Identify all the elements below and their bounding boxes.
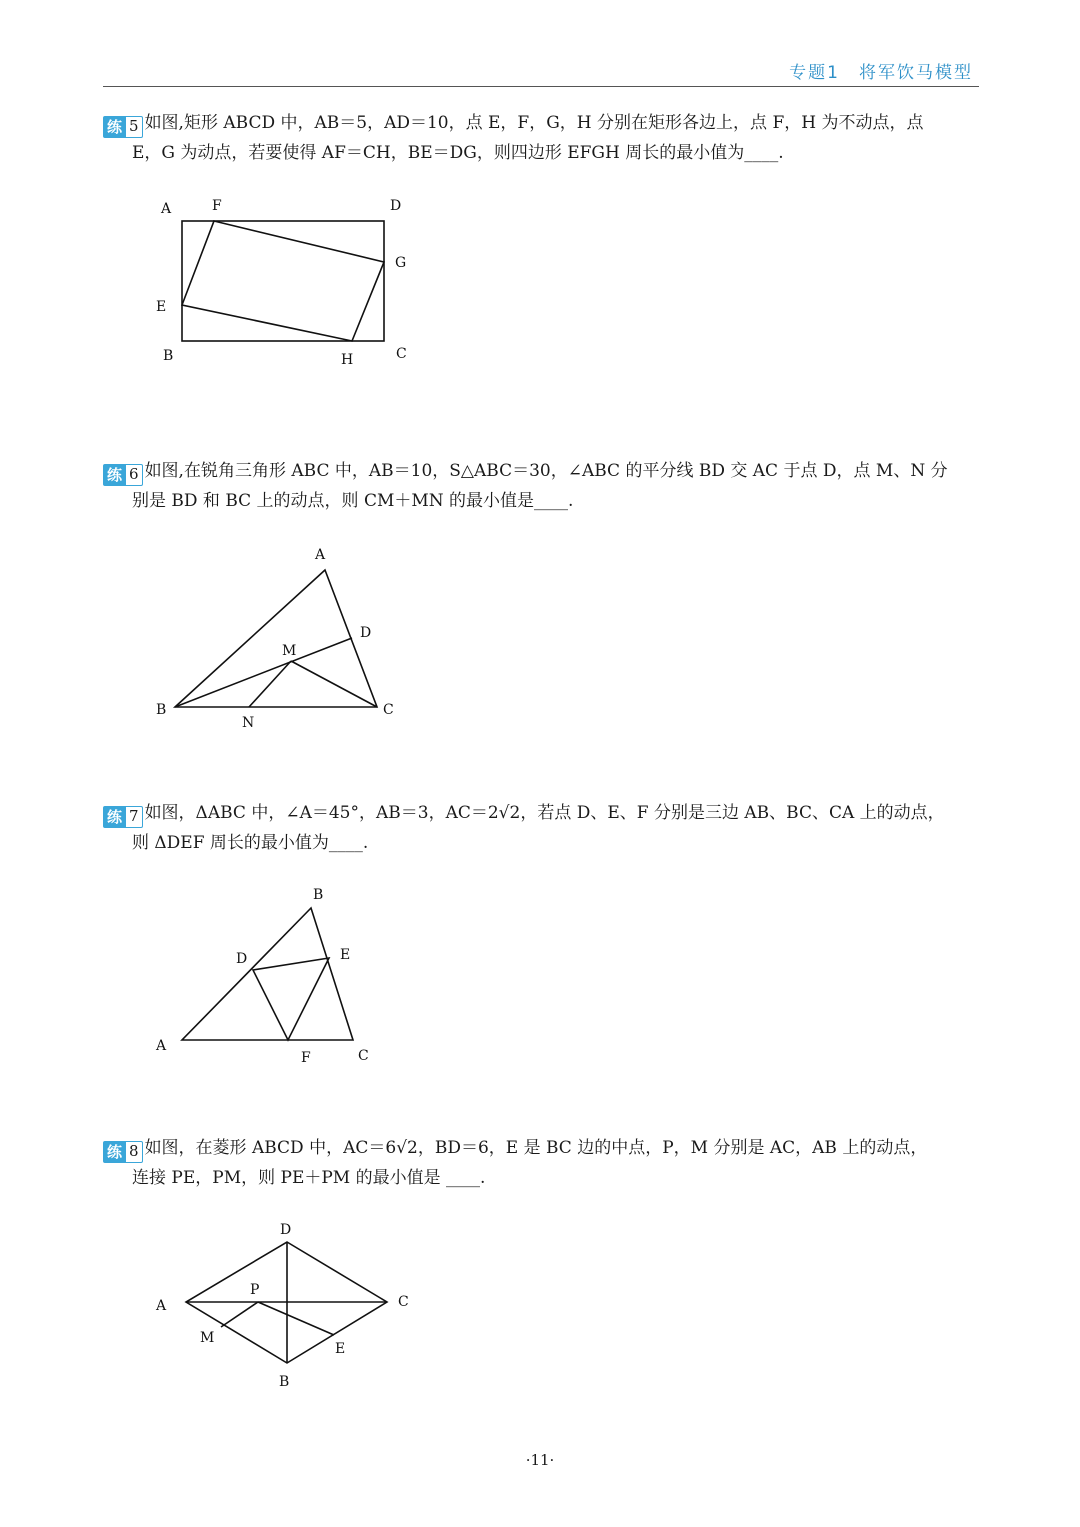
label-b: B <box>156 702 167 718</box>
problem-7 <box>103 798 983 858</box>
label-h: H <box>341 352 354 368</box>
label-a: A <box>156 1038 167 1054</box>
label-p: P <box>250 1282 260 1298</box>
label-c: C <box>383 702 394 718</box>
segment-mc <box>291 661 377 707</box>
problem-7-badge: 练 7 <box>103 806 143 828</box>
problem-5-badge: 练 5 <box>103 116 143 138</box>
figure-8-rhombus <box>145 1215 425 1395</box>
problem-8-line1: 练 8 如图，在菱形 ABCD 中，AC＝6√2，BD＝6，E 是 BC 边的中点，P，M 分别是 AC，AB 上的动点， <box>103 1133 983 1163</box>
label-e: E <box>335 1341 346 1357</box>
problem-8 <box>103 1133 983 1193</box>
problem-7-line1: 练 7 如图，ΔABC 中，∠A＝45°，AB＝3，AC＝2√2，若点 D、E、F 分别是三边 AB、BC、CA 上的动点， <box>103 798 983 828</box>
problem-5 <box>103 108 983 168</box>
triangle-def <box>253 958 329 1040</box>
chapter-title: 专题1 将军饮马模型 <box>789 63 973 83</box>
segment-mn <box>249 661 291 707</box>
label-c: C <box>396 346 407 362</box>
problem-5-line2: E，G 为动点，若要使得 AF＝CH，BE＝DG，则四边形 EFGH 周长的最小值为____. <box>132 143 784 163</box>
label-a: A <box>161 201 172 217</box>
segment-pe <box>258 1302 334 1335</box>
page-number: ·11· <box>525 1451 555 1469</box>
label-e: E <box>156 299 167 315</box>
label-d: D <box>390 198 402 214</box>
segment-pm <box>221 1302 258 1327</box>
bisector-bd <box>175 638 352 707</box>
problem-6-badge: 练 6 <box>103 464 143 486</box>
label-f: F <box>301 1050 311 1066</box>
label-g: G <box>395 255 407 271</box>
label-m: M <box>282 643 297 659</box>
label-a: A <box>156 1298 167 1314</box>
label-b: B <box>313 887 324 903</box>
label-c: C <box>398 1294 409 1310</box>
problem-6 <box>103 456 983 516</box>
label-e: E <box>340 947 351 963</box>
label-b: B <box>163 348 174 364</box>
triangle-abc <box>175 570 377 707</box>
label-d: D <box>360 625 372 641</box>
label-m: M <box>200 1330 215 1346</box>
label-d: D <box>280 1222 292 1238</box>
problem-7-line2: 则 ΔDEF 周长的最小值为____. <box>132 833 369 853</box>
rectangle-abcd <box>182 221 384 341</box>
figure-7-triangle <box>145 880 395 1075</box>
quadrilateral-efgh <box>182 221 384 341</box>
label-n: N <box>242 715 255 731</box>
problem-8-line2: 连接 PE，PM，则 PE＋PM 的最小值是 ____. <box>132 1168 486 1188</box>
label-f: F <box>212 198 222 214</box>
page-header <box>103 58 979 87</box>
problem-6-line1: 练 6 如图,在锐角三角形 ABC 中，AB＝10，S△ABC＝30，∠ABC 的平分线 BD 交 AC 于点 D，点 M、N 分 <box>103 456 983 486</box>
label-d: D <box>236 951 248 967</box>
label-c: C <box>358 1048 369 1064</box>
label-b: B <box>279 1374 290 1390</box>
label-a: A <box>315 547 326 563</box>
problem-5-line1: 练 5 如图,矩形 ABCD 中，AB＝5，AD＝10，点 E，F，G，H 分别在矩形各边上，点 F，H 为不动点，点 <box>103 108 983 138</box>
problem-8-badge: 练 8 <box>103 1141 143 1163</box>
figure-5-rectangle <box>145 190 435 380</box>
problem-6-line2: 别是 BD 和 BC 上的动点，则 CM＋MN 的最小值是____. <box>132 491 574 511</box>
triangle-abc <box>182 908 353 1040</box>
figure-6-triangle <box>145 540 415 740</box>
